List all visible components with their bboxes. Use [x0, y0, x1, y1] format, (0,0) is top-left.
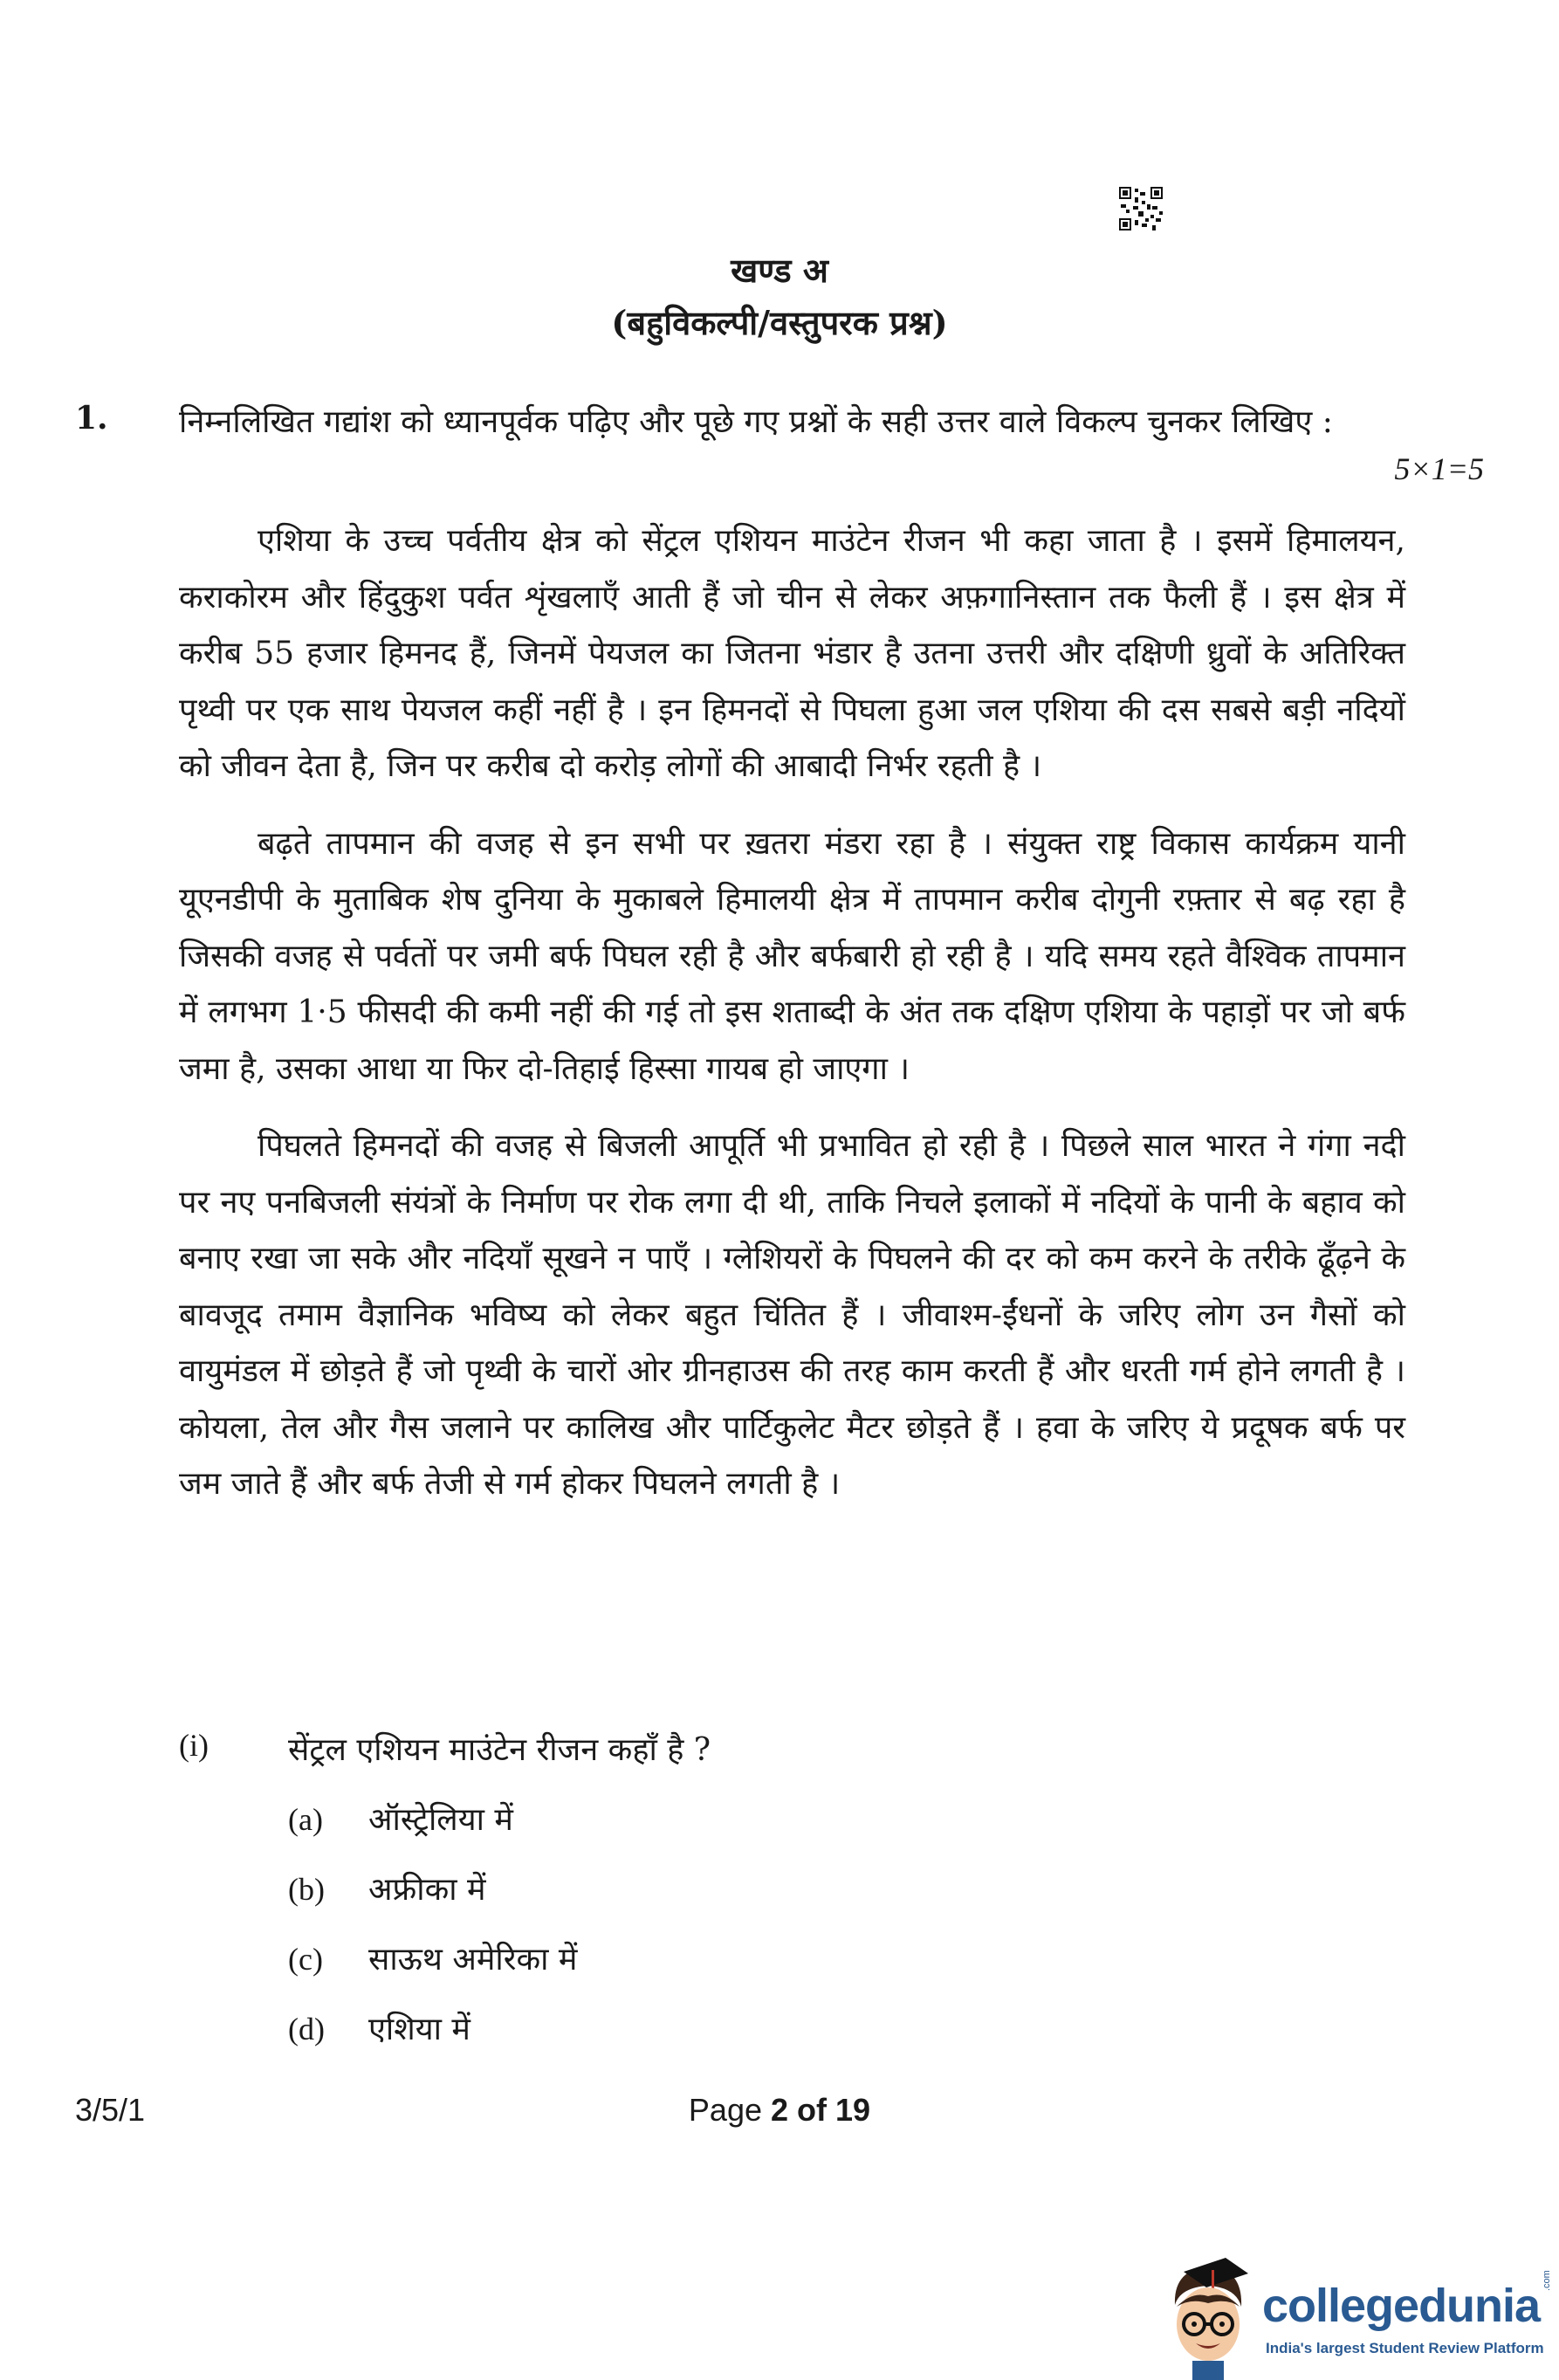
paper-code: 3/5/1: [75, 2092, 146, 2128]
section-title: खण्ड अ: [731, 251, 828, 290]
mascot-icon: [1157, 2253, 1259, 2380]
option-d: [288, 2006, 470, 2049]
option-label: (c): [288, 1942, 323, 1977]
question-marks: 5×1=5: [1394, 451, 1484, 486]
subquestion-number: (i): [179, 1728, 209, 1763]
question-number: 1.: [75, 400, 108, 437]
option-a: [288, 1797, 513, 1840]
page-current: 2: [771, 2092, 789, 2128]
option-label: (d): [288, 2012, 325, 2046]
option-text: अफ्रीका में: [368, 1872, 486, 1908]
option-text: ऑस्ट्रेलिया में: [368, 1802, 513, 1838]
option-label: (b): [288, 1872, 325, 1907]
passage-paragraph-2: बढ़ते तापमान की वजह से इन सभी पर ख़तरा मंडरा रहा है । संयुक्त राष्ट्र विकास कार्यक्रम यानी यूएनडीपी के मुताबिक शेष दुनिया के मुकाबले हिमालयी क्षेत्र में तापमान करीब दोगुनी रफ़्तार से बढ़ रहा है जिसकी वजह से पर्वतों पर जमी बर्फ पिघल रही है और बर्फबारी हो रही है । यदि समय रहते वैश्विक तापमान में लगभग 1·5 फीसदी की कमी नहीं की गई तो इस शताब्दी के अंत तक दक्षिण एशिया के पहाड़ों पर जो बर्फ जमा है, उसका आधा या फिर दो-तिहाई हिस्सा गायब हो जाएगा ।: [179, 825, 1405, 1087]
section-subtitle: (बहुविकल्पी/वस्तुपरक प्रश्न): [611, 303, 948, 342]
page-prefix: Page: [688, 2092, 771, 2128]
passage-paragraph-1: एशिया के उच्च पर्वतीय क्षेत्र को सेंट्रल एशियन माउंटेन रीजन भी कहा जाता है । इसमें हिमालयन, कराकोरम और हिंदुकुश पर्वत शृंखलाएँ आती हैं जो चीन से लेकर अफ़गानिस्तान तक फैली हैं । इस क्षेत्र में करीब 55 हजार हिमनद हैं, जिनमें पेयजल का जितना भंडार है उतना उत्तरी और दक्षिणी ध्रुवों के अतिरिक्त पृथ्वी पर एक साथ पेयजल कहीं नहीं है । इन हिमनदों से पिघला हुआ जल एशिया की दस सबसे बड़ी नदियों को जीवन देता है, जिन पर करीब दो करोड़ लोगों की आबादी निर्भर रहती है ।: [179, 523, 1405, 784]
question-intro: निम्नलिखित गद्यांश को ध्यानपूर्वक पढ़िए और पूछे गए प्रश्नों के सही उत्तर वाले विकल्प चुनकर लिखिए :: [179, 404, 1333, 440]
subquestion-text: सेंट्रल एशियन माउंटेन रीजन कहाँ है ?: [288, 1732, 711, 1768]
qr-code: [1117, 185, 1164, 232]
passage-paragraph-3: पिघलते हिमनदों की वजह से बिजली आपूर्ति भी प्रभावित हो रही है । पिछले साल भारत ने गंगा नदी पर नए पनबिजली संयंत्रों के निर्माण पर रोक लगा दी थी, ताकि निचले इलाकों में नदियों के पानी के बहाव को बनाए रखा जा सके और नदियाँ सूखने न पाएँ । ग्लेशियरों के पिघलने की दर को कम करने के तरीके ढूँढ़ने के बावजूद तमाम वैज्ञानिक भविष्य को लेकर बहुत चिंतित हैं । जीवाश्म-ईंधनों के जरिए लोग उन गैसों को वायुमंडल में छोड़ते हैं जो पृथ्वी के चारों ओर ग्रीनहाउस की तरह काम करती हैं और धरती गर्म होने लगती है । कोयला, तेल और गैस जलाने पर कालिख और पार्टिकुलेट मैटर छोड़ते हैं । हवा के जरिए ये प्रदूषक बर्फ पर जम जाते हैं और बर्फ तेजी से गर्म होकर पिघलने लगती है ।: [179, 1128, 1405, 1502]
option-text: एशिया में: [368, 2012, 470, 2047]
brand-logo: [1157, 2253, 1559, 2380]
option-b: [288, 1867, 486, 1909]
option-c: [288, 1936, 577, 1979]
passage: [179, 513, 1405, 1534]
brand-suffix: .com: [1542, 2270, 1552, 2291]
page-of: of: [788, 2092, 836, 2128]
page-total: 19: [835, 2092, 871, 2128]
option-label: (a): [288, 1802, 323, 1837]
page-number: [0, 2092, 1559, 2129]
brand-name: collegedunia: [1262, 2280, 1541, 2332]
brand-tagline: India's largest Student Review Platform: [1266, 2340, 1544, 2356]
option-text: साऊथ अमेरिका में: [368, 1942, 578, 1978]
